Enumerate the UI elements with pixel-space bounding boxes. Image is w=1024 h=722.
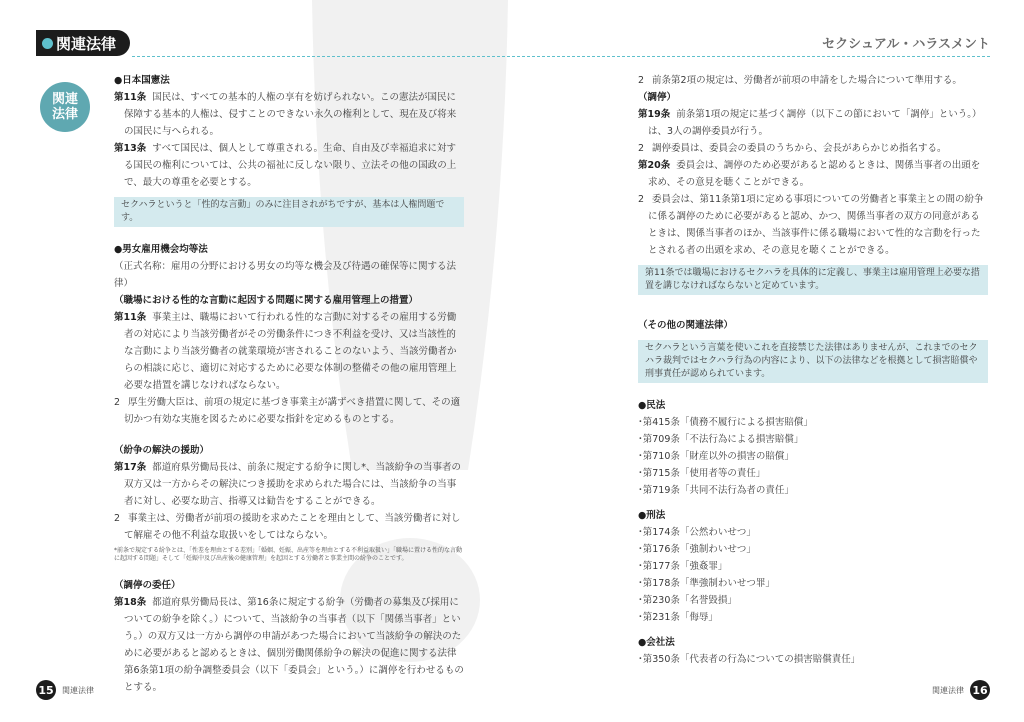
list-item: ･第715条「使用者等の責任」 <box>638 468 766 479</box>
page-header <box>36 30 990 58</box>
list-item: ･第177条「強姦罪」 <box>638 561 728 572</box>
paragraph-number: 2 <box>114 397 121 408</box>
section-tab <box>36 30 130 56</box>
paragraph-number: 2 <box>638 143 645 154</box>
section-title: 関連法律 <box>56 34 117 53</box>
list-item: ･第350条「代表者の行為についての損害賠償責任」 <box>638 654 861 665</box>
equal-opportunity-article-11 <box>114 309 464 394</box>
list-item: ･第176条「強制わいせつ」 <box>638 544 756 555</box>
article-text: 前条第1項の規定に基づく調停（以下この節において「調停」という。）は、3人の調停委員が行う。 <box>648 109 982 137</box>
article-label: 第13条 <box>114 143 147 154</box>
right-column <box>638 72 988 668</box>
companies-act-list <box>638 651 988 668</box>
bullet-dot-icon <box>42 38 53 49</box>
paragraph-text: 厚生労働大臣は、前項の規定に基づき事業主が講ずべき措置に関して、その適切かつ有効な実施を図るために必要な指針を定めるものとする。 <box>124 397 461 425</box>
constitution-article-11 <box>114 89 464 140</box>
article-label: 第20条 <box>638 160 671 171</box>
equal-opportunity-formal-name: （正式名称：雇用の分野における男女の均等な機会及び待遇の確保等に関する法律） <box>114 261 457 289</box>
list-item: ･第174条「公然わいせつ」 <box>638 527 756 538</box>
civil-code-title: ●民法 <box>638 400 666 411</box>
footer-label-right: 関連法律 <box>932 685 964 695</box>
article-17-paragraph-2 <box>114 510 464 544</box>
equal-opportunity-title: ●男女雇用機会均等法 <box>114 244 208 255</box>
article-text: 国民は、すべての基本的人権の享有を妨げられない。この憲法が国民に保障する基本的人権は、侵すことのできない永久の権利として、現在及び将来の国民に与へられる。 <box>124 92 457 137</box>
list-item: ･第709条「不法行為による損害賠償」 <box>638 434 804 445</box>
article-20-paragraph-2 <box>638 191 988 259</box>
article-label: 第18条 <box>114 597 147 608</box>
article-20 <box>638 157 988 191</box>
article-18-paragraph-2 <box>638 72 988 89</box>
article-text: 都道府県労働局長は、前条に規定する紛争に関し*、当該紛争の当事者の双方又は一方からその解決につき援助を求められた場合には、当該紛争の当事者に対し、必要な助言、指導又は勧告をすることができる。 <box>124 462 461 507</box>
footer-left <box>36 680 94 700</box>
paragraph-text: 委員会は、第11条第1項に定める事項についての労働者と事業主との間の紛争に係る調停のために必要があると認め、かつ、関係当事者の双方の同意があるときは、関係当事者のほか、当該事件に係る職場において性的な言動を行ったとされる者の出頭を求め、その意見を聴くことができる。 <box>648 194 984 256</box>
footer-label-left: 関連法律 <box>62 685 94 695</box>
badge-line-1: 関連 <box>51 92 78 107</box>
penal-code-list <box>638 524 988 626</box>
section-badge <box>40 82 90 132</box>
article-text: 委員会は、調停のため必要があると認めるときは、関係当事者の出頭を求め、その意見を聴くことができる。 <box>648 160 981 188</box>
civil-code-list <box>638 414 988 499</box>
article-label: 第19条 <box>638 109 671 120</box>
left-column <box>114 72 464 696</box>
article-text: 事業主は、職場において行われる性的な言動に対するその雇用する労働者の対応により当該労働者がその労働条件につき不利益を受け、又は当該性的な言動により当該労働者の就業環境が害されることのないよう、当該労働者からの相談に応じ、適切に対応するために必要な体制の整備その他の雇用管理上必要な措置を講じなければならない。 <box>124 312 457 391</box>
article-19-paragraph-2 <box>638 140 988 157</box>
dispute-resolution-title: （紛争の解決の援助） <box>114 445 210 456</box>
badge-line-2: 法律 <box>51 107 78 122</box>
mediation-title: （調停） <box>638 92 677 103</box>
running-title: セクシュアル・ハラスメント <box>822 37 990 52</box>
footer-right <box>932 680 990 700</box>
paragraph-number: 2 <box>114 513 121 524</box>
equal-opportunity-article-11-paragraph-2 <box>114 394 464 428</box>
paragraph-text: 調停委員は、委員会の委員のうちから、会長があらかじめ指名する。 <box>652 143 947 154</box>
constitution-article-13 <box>114 140 464 191</box>
list-item: ･第230条「名誉毀損」 <box>638 595 737 606</box>
article-label: 第17条 <box>114 462 147 473</box>
list-item: ･第231条「侮辱」 <box>638 612 718 623</box>
article-17 <box>114 459 464 510</box>
list-item: ･第719条「共同不法行為者の責任」 <box>638 485 794 496</box>
page-number-right: 16 <box>970 680 990 700</box>
constitution-title: ●日本国憲法 <box>114 75 170 86</box>
constitution-note-box: セクハラというと「性的な言動」のみに注目されがちですが、基本は人権問題です。 <box>114 197 464 227</box>
paragraph-text: 事業主は、労働者が前項の援助を求めたことを理由として、当該労働者に対して解雇その他不利益な取扱いをしてはならない。 <box>124 513 461 541</box>
list-item: ･第710条「財産以外の損害の賠償」 <box>638 451 794 462</box>
article-18 <box>114 594 464 696</box>
companies-act-title: ●会社法 <box>638 637 675 648</box>
paragraph-number: 2 <box>638 75 645 86</box>
article-label: 第11条 <box>114 312 147 323</box>
penal-code-title: ●刑法 <box>638 510 666 521</box>
article-label: 第11条 <box>114 92 147 103</box>
dispute-footnote: *前条で規定する紛争とは、「性差を理由とする差別」「婚姻、妊娠、出産等を理由とする不利益取扱い」「職場に置ける性的な言動に起因する問題」そして「妊娠中及び出産後の健康管理」を起因とする労働者と事業主間の紛争のことです。 <box>114 547 463 562</box>
paragraph-number: 2 <box>638 194 645 205</box>
article-11-note-box: 第11条では職場におけるセクハラを具体的に定義し、事業主は雇用管理上必要な措置を講じなければならないと定めています。 <box>638 265 988 295</box>
paragraph-text: 前条第2項の規定は、労働者が前項の申請をした場合について準用する。 <box>652 75 962 86</box>
mediation-delegation-title: （調停の委任） <box>114 580 181 591</box>
other-laws-title: （その他の関連法律） <box>638 320 734 331</box>
article-19 <box>638 106 988 140</box>
page-number-left: 15 <box>36 680 56 700</box>
article-text: 都道府県労働局長は、第16条に規定する紛争（労働者の募集及び採用についての紛争を除く。）について、当該紛争の当事者（以下「関係当事者」という。）の双方又は一方から調停の申請があつた場合において当該紛争の解決のために必要があると認めるときは、個別労働関係紛争の解決の促進に関する法律第6条第1項の紛争調整委員会（以下「委員会」という。）に調停を行わせるものとする。 <box>124 597 464 693</box>
equal-opportunity-subtitle: （職場における性的な言動に起因する問題に関する雇用管理上の措置） <box>114 295 419 306</box>
header-divider <box>132 56 990 57</box>
list-item: ･第415条「債務不履行による損害賠償」 <box>638 417 813 428</box>
article-text: すべて国民は、個人として尊重される。生命、自由及び幸福追求に対する国民の権利については、公共の福祉に反しない限り、立法その他の国政の上で、最大の尊重を必要とする。 <box>124 143 457 188</box>
list-item: ･第178条「準強制わいせつ罪」 <box>638 578 775 589</box>
other-laws-note-box: セクハラという言葉を使いこれを直接禁じた法律はありませんが、これまでのセクハラ裁判ではセクハラ行為の内容により、以下の法律などを根拠として損害賠償や刑事責任が認められています。 <box>638 340 988 383</box>
